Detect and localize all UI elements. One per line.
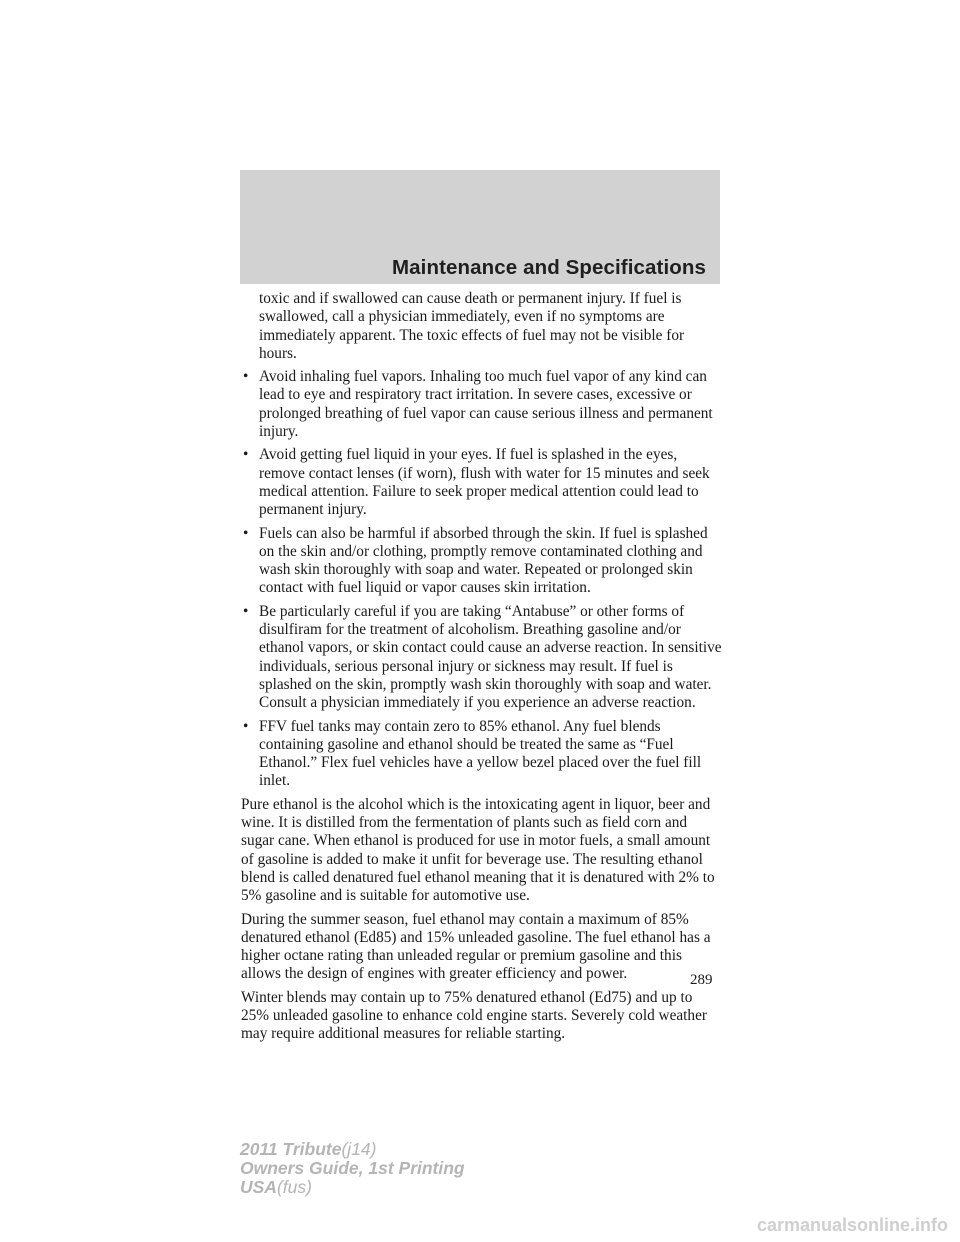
intro-continuation: toxic and if swallowed can cause death or permanent injury. If fuel is swallowed, call a physician immediately, even if no symptoms are immediately apparent. The toxic effects of fuel may not be visible for hours. xyxy=(259,290,685,362)
page-body xyxy=(241,290,723,1049)
footer-model-code: (j14) xyxy=(341,1139,377,1159)
body-paragraph: Winter blends may contain up to 75% denatured ethanol (Ed75) and up to 25% unleaded gasoline to enhance cold engine starts. Severely cold weather may require additional measures for reliable starting. xyxy=(241,988,707,1043)
list-item xyxy=(241,603,723,713)
footer-line-model xyxy=(240,1140,465,1159)
bullet-icon: • xyxy=(243,446,249,464)
footer-line-edition: Owners Guide, 1st Printing xyxy=(240,1158,465,1178)
footer-market: USA xyxy=(240,1177,277,1197)
list-item-text: Avoid getting fuel liquid in your eyes. If fuel is splashed in the eyes, remove contact lenses (if worn), flush with water for 15 minutes and seek medical attention. Failure to seek proper medical attention could lead to permanent injury. xyxy=(259,446,710,519)
list-item-text: FFV fuel tanks may contain zero to 85% ethanol. Any fuel blends containing gasoline and ethanol should be treated the same as “Fuel Ethanol.” Flex fuel vehicles have a yellow bezel placed over the fuel fill inlet. xyxy=(259,717,702,790)
bullet-icon: • xyxy=(243,524,249,542)
list-item-text: Fuels can also be harmful if absorbed through the skin. If fuel is splashed on the skin and/or clothing, promptly remove contaminated clothing and wash skin thoroughly with soap and water. Repeated or prolonged skin contact with fuel liquid or vapor causes skin irritation. xyxy=(259,524,708,597)
body-paragraph: Pure ethanol is the alcohol which is the intoxicating agent in liquor, beer and wine. It is distilled from the fermentation of plants such as field corn and sugar cane. When ethanol is produced for use in motor fuels, a small amount of gasoline is added to make it unfit for beverage use. The resulting ethanol blend is called denatured fuel ethanol meaning that it is denatured with 2% to 5% gasoline and is suitable for automotive use. xyxy=(241,795,715,905)
footer-market-code: (fus) xyxy=(276,1177,312,1197)
bullet-icon: • xyxy=(243,717,249,735)
list-item-text: Be particularly careful if you are taking “Antabuse” or other forms of disulfiram for the treatment of alcoholism. Breathing gasoline and/or ethanol vapors, or skin contact could cause an adverse reaction. In sensitive individuals, serious personal injury or sickness may result. If fuel is splashed on the skin, promptly wash skin thoroughly with soap and water. Consult a physician immediately if you experience an adverse reaction. xyxy=(259,602,722,712)
page-number: 289 xyxy=(690,972,713,988)
watermark: carmanualsonline.info xyxy=(756,1215,948,1235)
section-title: Maintenance and Specifications xyxy=(392,256,706,279)
list-item xyxy=(241,368,723,441)
footer-model: 2011 Tribute xyxy=(240,1139,342,1159)
body-paragraph: During the summer season, fuel ethanol may contain a maximum of 85% denatured ethanol (Ed85) and 15% unleaded gasoline. The fuel ethanol has a higher octane rating than unleaded regular or premium gasoline and this allows the design of engines with greater efficiency and power. xyxy=(241,910,711,983)
list-item-text: Avoid inhaling fuel vapors. Inhaling too much fuel vapor of any kind can lead to eye and respiratory tract irritation. In severe cases, excessive or prolonged breathing of fuel vapor can cause serious illness and permanent injury. xyxy=(259,368,713,441)
print-footer xyxy=(240,1140,465,1197)
section-header-box xyxy=(240,170,720,284)
bullet-icon: • xyxy=(243,602,249,620)
list-item xyxy=(241,446,723,519)
list-item xyxy=(241,525,723,598)
list-item xyxy=(241,718,723,791)
bullet-icon: • xyxy=(243,368,249,386)
footer-line-market xyxy=(240,1178,465,1197)
warning-list xyxy=(241,368,723,791)
